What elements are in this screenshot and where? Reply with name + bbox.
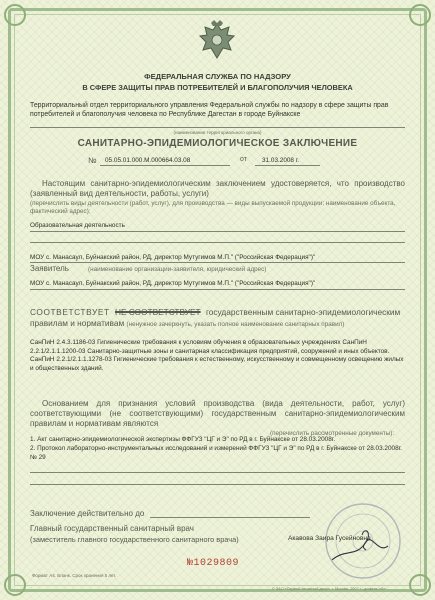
corner-ornament (4, 574, 26, 596)
corner-ornament (409, 4, 431, 26)
not-corresponds-label: НЕ СООТВЕТСТВУЕТ (114, 307, 201, 317)
applicant-address: МОУ с. Манасаул, Буйнакский район, РД, директор Мутугимов М.П." ("Российская Федерация")" (30, 280, 316, 287)
intro-hint: (перечислить виды деятельности (работ, услуг), для производства — виды выпускаемой продукции; наименование объекта, фактический адрес): (30, 200, 396, 216)
signer-name: Акавова Заира Гусейновна (288, 535, 371, 542)
date-label: от (240, 156, 247, 163)
agency-name-line1: ФЕДЕРАЛЬНАЯ СЛУЖБА ПО НАДЗОРУ (144, 72, 291, 81)
coat-of-arms-emblem (196, 20, 238, 64)
basis-document-2: 2. Протокол лабораторно-инструментальных исследований и измерений ФФГУЗ "ЦГ и Э" по РД в г. Буйнакске от 28.03.2008г. № 29 (30, 445, 402, 461)
certificate-date: 31.03.2008 г. (262, 157, 300, 164)
serial-number: №1029809 (187, 558, 240, 569)
department-caption: (наименование территориального органа) (173, 130, 262, 135)
basis-hint: (перечислить рассмотренные документы): (270, 430, 395, 437)
certificate-number: 05.05.01.000.М.000664.03.08 (105, 157, 191, 164)
basis-text: Основанием для признания условий производства (вида деятельности, работ, услуг) соответствующими (не соответствующими) государственным санитарно-эпидемиологическим правилам и нормативам являются (30, 399, 405, 429)
corner-ornament (409, 574, 431, 596)
printer-note: © ЗАО «Первый печатный двор», г. Москва, 2007 г., уровень «В» (272, 587, 386, 591)
territorial-department: Территориальный отдел территориального управления Федеральной службы по надзору в сфере защиты прав потребителей и благополучия человека по Республике Дагестан в городе Буйнакске (30, 102, 389, 118)
agency-name-line2: В СФЕРЕ ЗАЩИТЫ ПРАВ ПОТРЕБИТЕЛЕЙ И БЛАГОПОЛУЧИЯ ЧЕЛОВЕКА (82, 83, 353, 92)
form-format-note: Формат А4. Бланк. Срок хранения 5 лет. (32, 573, 117, 578)
sanitary-rules: СанПиН 2.4.3.1186-03 Гигиенические требования к условиям обучения в образовательных учреждениях СанПиН 2.2.1/2.1.1.1200-03 Санитарно-защитные зоны и санитарная классификация предприятий, сооружений и иных объектов. СанПиН 2.2.1/2.1.1.1278-03 Гигиенические требования к естественному, искусственному и совмещенному освещению жилых и общественных зданий. (30, 339, 404, 373)
conformity-rest: государственным санитарно-эпидемиологическим правилам и нормативам (30, 307, 401, 328)
number-label: № (88, 156, 97, 165)
deputy-title: (заместитель главного государственного санитарного врача) (30, 535, 239, 544)
applicant-hint: (наименование организации-заявителя, юридический адрес) (88, 266, 267, 273)
corner-ornament (4, 4, 26, 26)
object-address: МОУ с. Манасаул, Буйнакский район, РД, директор Мутугимов М.П." ("Российская Федерация")" (30, 254, 316, 261)
corresponds-label: СООТВЕТСТВУЕТ (30, 307, 110, 317)
intro-text: Настоящим санитарно-эпидемиологическим заключением удостоверяется, что производство (заявленный вид деятельности, работы, услуги) (30, 179, 405, 198)
applicant-label: Заявитель (30, 264, 69, 273)
basis-document-1: 1. Акт санитарно-эпидемиологической экспертизы ФФГУЗ "ЦГ и Э" по РД в г. Буйнакске от 28.03.2008г. (30, 436, 336, 443)
document-title: САНИТАРНО-ЭПИДЕМИОЛОГИЧЕСКОЕ ЗАКЛЮЧЕНИЕ (77, 138, 358, 149)
validity-label: Заключение действительно до (30, 509, 145, 518)
conformity-hint: (ненужное зачеркнуть, указать полное наименование санитарных правил) (126, 320, 345, 328)
chief-doctor-title: Главный государственный санитарный врач (30, 524, 194, 533)
activity-type: Образовательная деятельность (30, 222, 125, 229)
conformity-statement (30, 307, 405, 330)
